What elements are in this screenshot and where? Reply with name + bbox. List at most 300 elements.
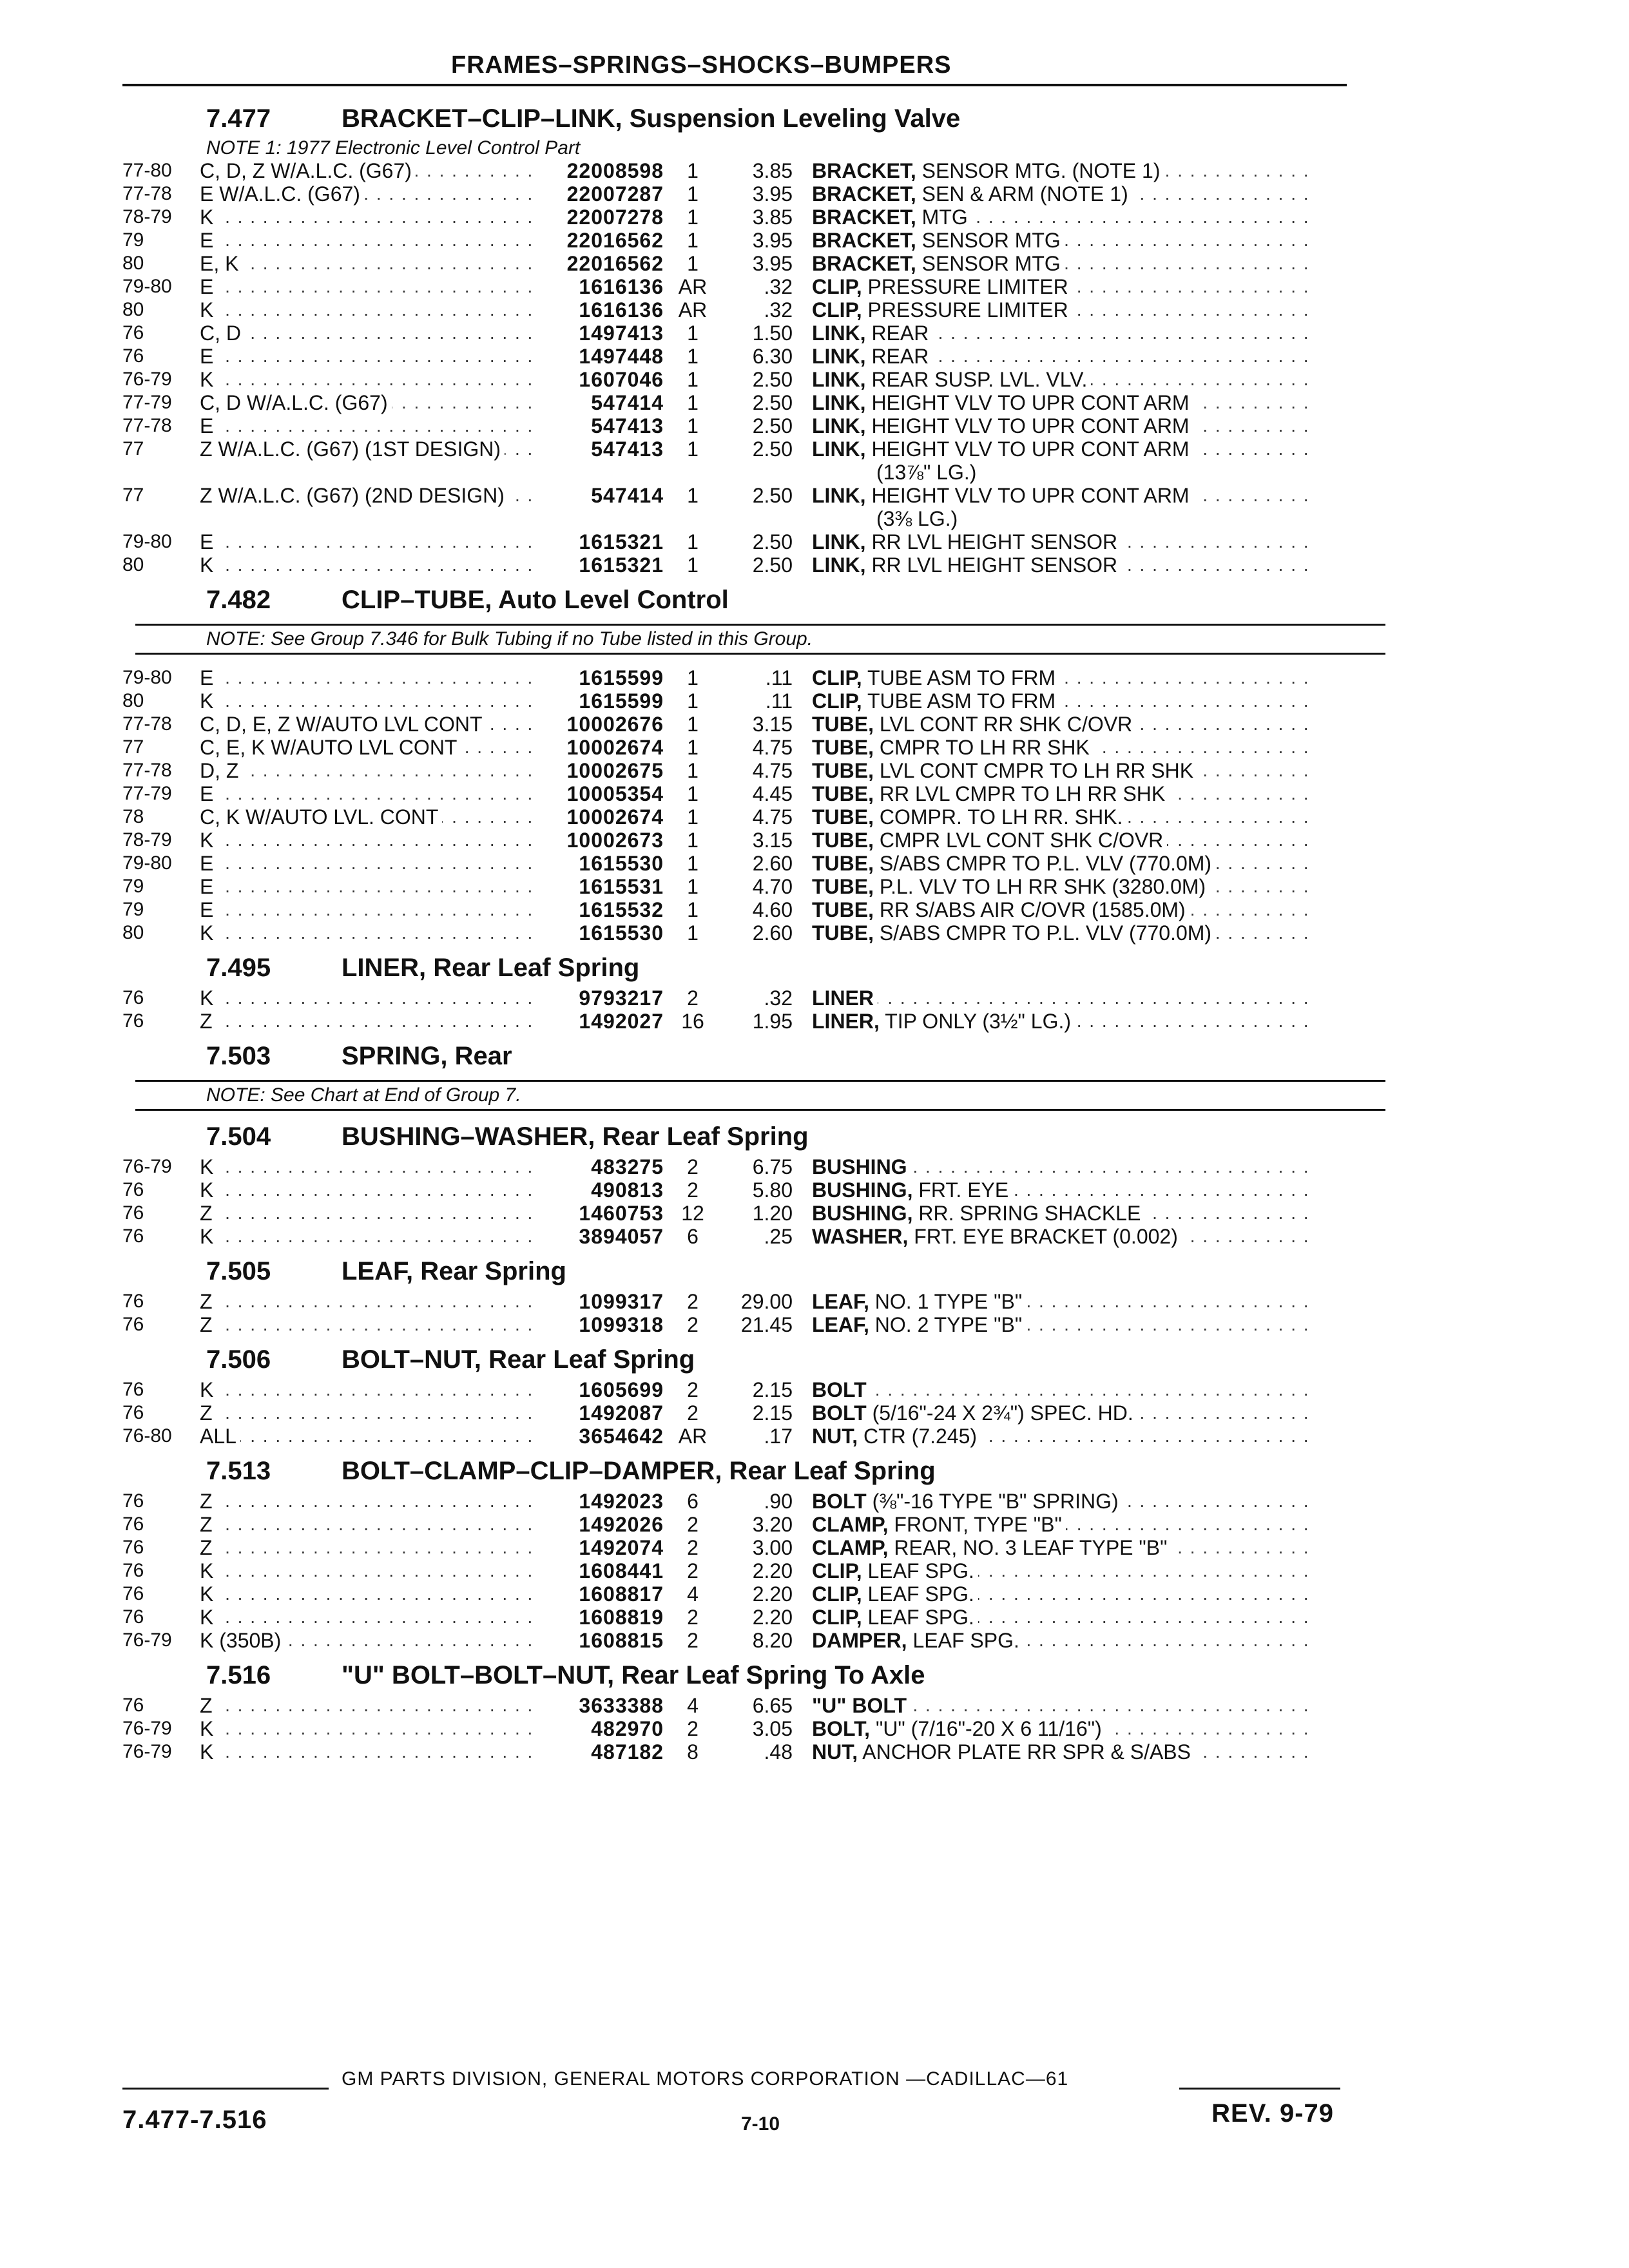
model-years: 76 [122, 1695, 144, 1716]
group-qualifier: Rear Leaf Spring [488, 1345, 695, 1374]
part-number: 22007278 [566, 206, 664, 229]
model-years: 76-79 [122, 1741, 172, 1762]
price: .90 [764, 1490, 793, 1513]
description-noun: TUBE, [812, 736, 874, 759]
description [812, 1290, 1315, 1313]
application [200, 252, 535, 275]
part-number: 1616136 [579, 298, 664, 322]
description-text [812, 1536, 1171, 1559]
footer-revision: REV. 9-79 [1211, 2099, 1334, 2128]
price: 2.50 [752, 553, 793, 577]
description [812, 1313, 1315, 1336]
description-noun: TUBE, [812, 805, 874, 829]
model-years: 77-79 [122, 783, 172, 804]
description-noun: CLIP, [812, 1559, 862, 1582]
part-row [122, 159, 1385, 182]
description-detail: SENSOR MTG [916, 229, 1061, 252]
group-number: 7.505 [206, 1257, 271, 1285]
price: 3.15 [752, 829, 793, 852]
part-row [122, 530, 1385, 553]
description-noun: LINK, [812, 345, 866, 368]
description-noun: CLAMP, [812, 1513, 889, 1536]
part-number: 1605699 [579, 1378, 664, 1401]
quantity: 1 [687, 391, 699, 414]
description-noun: BOLT [812, 1490, 867, 1513]
description-noun: CLAMP, [812, 1536, 889, 1559]
group-number: 7.495 [206, 954, 271, 982]
description-continuation-row [122, 507, 1385, 530]
quantity: 6 [687, 1490, 699, 1513]
part-number: 1616136 [579, 275, 664, 298]
description-detail: FRT. EYE [912, 1178, 1009, 1202]
part-row [122, 782, 1385, 805]
group-number: 7.503 [206, 1042, 271, 1070]
part-row [122, 298, 1385, 322]
page-title: FRAMES–SPRINGS–SHOCKS–BUMPERS [451, 52, 952, 79]
price: 5.80 [752, 1178, 793, 1202]
quantity: 6 [687, 1225, 699, 1248]
part-row [122, 898, 1385, 921]
description-noun: DAMPER, [812, 1629, 907, 1652]
price: 3.00 [752, 1536, 793, 1559]
application-text: K [200, 1582, 217, 1606]
quantity: 1 [687, 322, 699, 345]
description [812, 1401, 1315, 1425]
application [200, 437, 535, 461]
model-years: 78-79 [122, 829, 172, 850]
description-text [812, 159, 1164, 182]
group-section [122, 1457, 1385, 1652]
application-text: K [200, 206, 217, 229]
part-number: 1497413 [579, 322, 664, 345]
part-number: 483275 [591, 1155, 664, 1178]
model-years: 80 [122, 253, 144, 274]
quantity: 2 [687, 1717, 699, 1740]
part-row [122, 1582, 1385, 1606]
description-detail: TIP ONLY (3½" LG.) [879, 1010, 1071, 1033]
quantity: 1 [687, 713, 699, 736]
application-text: E [200, 898, 217, 921]
application [200, 484, 535, 507]
model-years: 76 [122, 1314, 144, 1335]
description-text [812, 1178, 1012, 1202]
description-noun: TUBE, [812, 875, 874, 898]
description-noun: LINK, [812, 322, 866, 345]
part-number: 10002674 [566, 805, 664, 829]
quantity: 4 [687, 1582, 699, 1606]
description [812, 437, 1315, 461]
description-text [812, 1629, 1023, 1652]
price: 1.20 [752, 1202, 793, 1225]
description-text [812, 229, 1065, 252]
application [200, 1717, 535, 1740]
description [812, 229, 1315, 252]
description [812, 1490, 1315, 1513]
application [200, 345, 535, 368]
price: 6.65 [752, 1694, 793, 1717]
part-row [122, 1378, 1385, 1401]
description-detail: LVL CONT RR SHK C/OVR [874, 713, 1133, 736]
part-row [122, 759, 1385, 782]
description-noun: BUSHING, [812, 1202, 913, 1225]
application [200, 1490, 535, 1513]
part-row [122, 275, 1385, 298]
application [200, 298, 535, 322]
part-number: 1492027 [579, 1010, 664, 1033]
description-detail: NO. 2 TYPE "B" [869, 1313, 1023, 1336]
application-text: ALL [200, 1425, 240, 1448]
part-row [122, 1717, 1385, 1740]
model-years: 78-79 [122, 206, 172, 227]
group-qualifier: Rear Leaf Spring [433, 954, 640, 982]
application-text: C, D, Z W/A.L.C. (G67) [200, 159, 416, 182]
part-number: 1099317 [579, 1290, 664, 1313]
application [200, 322, 535, 345]
model-years: 77-79 [122, 392, 172, 413]
price: 4.60 [752, 898, 793, 921]
group-section [122, 1661, 1385, 1763]
model-years: 76 [122, 987, 144, 1008]
model-years: 76 [122, 345, 144, 367]
part-number: 9793217 [579, 986, 664, 1010]
price: .32 [764, 986, 793, 1010]
part-row [122, 1559, 1385, 1582]
group-qualifier: Rear Spring [420, 1257, 566, 1285]
description-text [812, 322, 932, 345]
model-years: 76 [122, 1514, 144, 1535]
price: 2.50 [752, 437, 793, 461]
description-detail: REAR SUSP. LVL. VLV. [865, 368, 1088, 391]
group-name [342, 954, 639, 983]
part-number: 1492023 [579, 1490, 664, 1513]
description-noun: LINK, [812, 484, 866, 507]
description [812, 875, 1315, 898]
model-years: 77-78 [122, 183, 172, 204]
model-years: 80 [122, 690, 144, 711]
part-number: 1608819 [579, 1606, 664, 1629]
application-text: C, E, K W/AUTO LVL CONT [200, 736, 461, 759]
application [200, 1313, 535, 1336]
part-row [122, 252, 1385, 275]
description-text [812, 875, 1210, 898]
part-number: 1615532 [579, 898, 664, 921]
page-header [122, 45, 1385, 95]
group-name-main: LINER, [342, 954, 427, 982]
group-name-main: BOLT–CLAMP–CLIP–DAMPER, [342, 1457, 722, 1485]
model-years: 76 [122, 1606, 144, 1628]
part-number: 1492026 [579, 1513, 664, 1536]
description [812, 322, 1315, 345]
group-name-main: BUSHING–WASHER, [342, 1122, 595, 1151]
description-detail: RR LVL CMPR TO LH RR SHK [874, 782, 1166, 805]
price: 3.85 [752, 206, 793, 229]
group-qualifier: Rear Leaf Spring To Axle [621, 1661, 925, 1689]
quantity: 2 [687, 1313, 699, 1336]
description [812, 1010, 1315, 1033]
description [812, 1629, 1315, 1652]
quantity: 1 [687, 875, 699, 898]
part-row [122, 1225, 1385, 1248]
application [200, 713, 535, 736]
quantity: 2 [687, 1290, 699, 1313]
description-noun: BRACKET, [812, 206, 916, 229]
description-detail: CMPR TO LH RR SHK [874, 736, 1090, 759]
group-name [342, 1457, 936, 1486]
group-name-main: SPRING, [342, 1042, 448, 1070]
footer-group-range: 7.477-7.516 [122, 2106, 267, 2134]
description-text [812, 921, 1215, 945]
part-row [122, 1606, 1385, 1629]
part-row [122, 206, 1385, 229]
description-detail: CTR (7.245) [858, 1425, 978, 1448]
application-text: E [200, 345, 217, 368]
application [200, 1401, 535, 1425]
description-noun: CLIP, [812, 1606, 862, 1629]
model-years: 76 [122, 1179, 144, 1200]
description-detail: MTG [916, 206, 968, 229]
description-noun: BOLT, [812, 1717, 871, 1740]
description-text [812, 1740, 1195, 1763]
group-heading [206, 1661, 1385, 1690]
description [812, 206, 1315, 229]
description-noun: TUBE, [812, 759, 874, 782]
quantity: 2 [687, 1513, 699, 1536]
group-section [122, 104, 1385, 577]
description [812, 986, 1315, 1010]
description-noun: "U" BOLT [812, 1694, 907, 1717]
description-noun: BUSHING [812, 1155, 907, 1178]
part-row [122, 1694, 1385, 1717]
part-number: 22008598 [566, 159, 664, 182]
price: .48 [764, 1740, 793, 1763]
application [200, 1155, 535, 1178]
quantity: 1 [687, 206, 699, 229]
description-detail: SENSOR MTG. (NOTE 1) [916, 159, 1161, 182]
model-years: 80 [122, 299, 144, 320]
price: 21.45 [740, 1313, 793, 1336]
application-text: Z [200, 1490, 217, 1513]
quantity: 1 [687, 530, 699, 553]
application [200, 159, 535, 182]
part-number: 547413 [591, 437, 664, 461]
part-row [122, 875, 1385, 898]
application [200, 553, 535, 577]
price: 3.20 [752, 1513, 793, 1536]
price: 3.85 [752, 159, 793, 182]
description [812, 852, 1315, 875]
application-text: Z [200, 1290, 217, 1313]
application-text: K [200, 1559, 217, 1582]
group-qualifier: Rear Leaf Spring [729, 1457, 936, 1485]
part-row [122, 829, 1385, 852]
application [200, 229, 535, 252]
quantity: 1 [687, 805, 699, 829]
model-years: 79 [122, 876, 144, 897]
application [200, 391, 535, 414]
description-noun: LINK, [812, 530, 866, 553]
model-years: 77 [122, 438, 144, 459]
description [812, 1378, 1315, 1401]
description-noun: BRACKET, [812, 159, 916, 182]
description [812, 182, 1315, 206]
application [200, 759, 535, 782]
model-years: 76 [122, 1010, 144, 1032]
quantity: 2 [687, 1559, 699, 1582]
application [200, 898, 535, 921]
price: 4.45 [752, 782, 793, 805]
part-row [122, 368, 1385, 391]
group-name-main: BRACKET–CLIP–LINK, [342, 104, 622, 133]
description-text [812, 829, 1167, 852]
part-number: 10002675 [566, 759, 664, 782]
application [200, 875, 535, 898]
group-heading [206, 1257, 1385, 1286]
description-detail: RR S/ABS AIR C/OVR (1585.0M) [874, 898, 1186, 921]
quantity: AR [678, 298, 708, 322]
group-name [342, 1661, 925, 1690]
model-years: 76-80 [122, 1425, 172, 1446]
part-row [122, 1178, 1385, 1202]
model-years: 77 [122, 736, 144, 758]
application [200, 852, 535, 875]
description-text [812, 1490, 1123, 1513]
price: 2.50 [752, 368, 793, 391]
part-row [122, 1425, 1385, 1448]
part-number: 1608815 [579, 1629, 664, 1652]
model-years: 76 [122, 1291, 144, 1312]
model-years: 76 [122, 1402, 144, 1423]
application-text: K [200, 689, 217, 713]
application-text: Z [200, 1536, 217, 1559]
description-noun: NUT, [812, 1740, 858, 1763]
description-text [812, 1425, 981, 1448]
description-text [812, 1202, 1144, 1225]
part-number: 1460753 [579, 1202, 664, 1225]
description-detail: SEN & ARM (NOTE 1) [916, 182, 1128, 206]
description [812, 1513, 1315, 1536]
group-qualifier: Auto Level Control [498, 586, 729, 614]
part-row [122, 182, 1385, 206]
price: 2.60 [752, 921, 793, 945]
model-years: 76-79 [122, 1629, 172, 1651]
description [812, 736, 1315, 759]
description-detail: PRESSURE LIMITER [862, 275, 1068, 298]
description-text [812, 368, 1091, 391]
part-number: 1492074 [579, 1536, 664, 1559]
model-years: 79 [122, 899, 144, 920]
description [812, 805, 1315, 829]
description-noun: WASHER, [812, 1225, 909, 1248]
description-noun: LINER, [812, 1010, 880, 1033]
quantity: 1 [687, 736, 699, 759]
model-years: 80 [122, 922, 144, 943]
model-years: 76-79 [122, 1156, 172, 1177]
part-number: 10002673 [566, 829, 664, 852]
description [812, 1536, 1315, 1559]
price: .11 [765, 666, 793, 689]
application-text: K [200, 1717, 217, 1740]
application [200, 414, 535, 437]
description [812, 530, 1315, 553]
price: 3.05 [752, 1717, 793, 1740]
description-detail: HEIGHT VLV TO UPR CONT ARM [865, 414, 1190, 437]
model-years: 77-78 [122, 415, 172, 436]
description-detail: "U" (7/16"-20 X 6 11/16") [870, 1717, 1102, 1740]
description-detail: S/ABS CMPR TO P.L. VLV (770.0M) [874, 852, 1212, 875]
part-row [122, 553, 1385, 577]
application-text: D, Z [200, 759, 242, 782]
description [812, 1582, 1315, 1606]
part-row [122, 1740, 1385, 1763]
application-text: Z [200, 1313, 217, 1336]
application-text: K [200, 921, 217, 945]
application-text: K [200, 1178, 217, 1202]
application-text: E [200, 229, 217, 252]
footer-page-number: 7-10 [741, 2113, 780, 2135]
application-text: E [200, 875, 217, 898]
description-continuation: (3⅜ LG.) [876, 507, 958, 530]
group-qualifier: Suspension Leveling Valve [629, 104, 961, 133]
description-text [812, 1559, 978, 1582]
application-text: Z W/A.L.C. (G67) (2ND DESIGN) [200, 484, 508, 507]
group-name [342, 1257, 566, 1286]
part-number: 547414 [591, 484, 664, 507]
description-text [812, 1155, 911, 1178]
application-text: K [200, 298, 217, 322]
description-detail: REAR [865, 345, 929, 368]
description [812, 666, 1315, 689]
description-text [812, 1606, 978, 1629]
description-detail: TUBE ASM TO FRM [862, 689, 1056, 713]
quantity: 2 [687, 986, 699, 1010]
application [200, 986, 535, 1010]
price: 3.95 [752, 182, 793, 206]
quantity: 1 [687, 759, 699, 782]
application [200, 1010, 535, 1033]
description-text [812, 1313, 1026, 1336]
price: 3.95 [752, 229, 793, 252]
part-row [122, 1401, 1385, 1425]
price: 2.20 [752, 1582, 793, 1606]
part-row [122, 921, 1385, 945]
part-row [122, 1202, 1385, 1225]
description-text [812, 782, 1169, 805]
model-years: 77-80 [122, 160, 172, 181]
application [200, 1290, 535, 1313]
footer-rule-right [1179, 2088, 1340, 2090]
quantity: 1 [687, 666, 699, 689]
description [812, 414, 1315, 437]
price: 1.95 [752, 1010, 793, 1033]
part-row [122, 1490, 1385, 1513]
application-text: E, K [200, 252, 242, 275]
part-number: 1608817 [579, 1582, 664, 1606]
application-text: Z [200, 1513, 217, 1536]
group-heading [206, 1345, 1385, 1374]
description-text [812, 689, 1059, 713]
description-detail: (⅜"-16 TYPE "B" SPRING) [866, 1490, 1119, 1513]
part-row [122, 1513, 1385, 1536]
description-detail: HEIGHT VLV TO UPR CONT ARM [865, 391, 1190, 414]
description-text [812, 1582, 978, 1606]
description-detail: RR LVL HEIGHT SENSOR [865, 553, 1118, 577]
application-text: Z [200, 1401, 217, 1425]
description-detail: CMPR LVL CONT SHK C/OVR [874, 829, 1164, 852]
application [200, 530, 535, 553]
description-noun: CLIP, [812, 298, 862, 322]
price: 6.75 [752, 1155, 793, 1178]
group-qualifier: Rear Leaf Spring [602, 1122, 809, 1151]
